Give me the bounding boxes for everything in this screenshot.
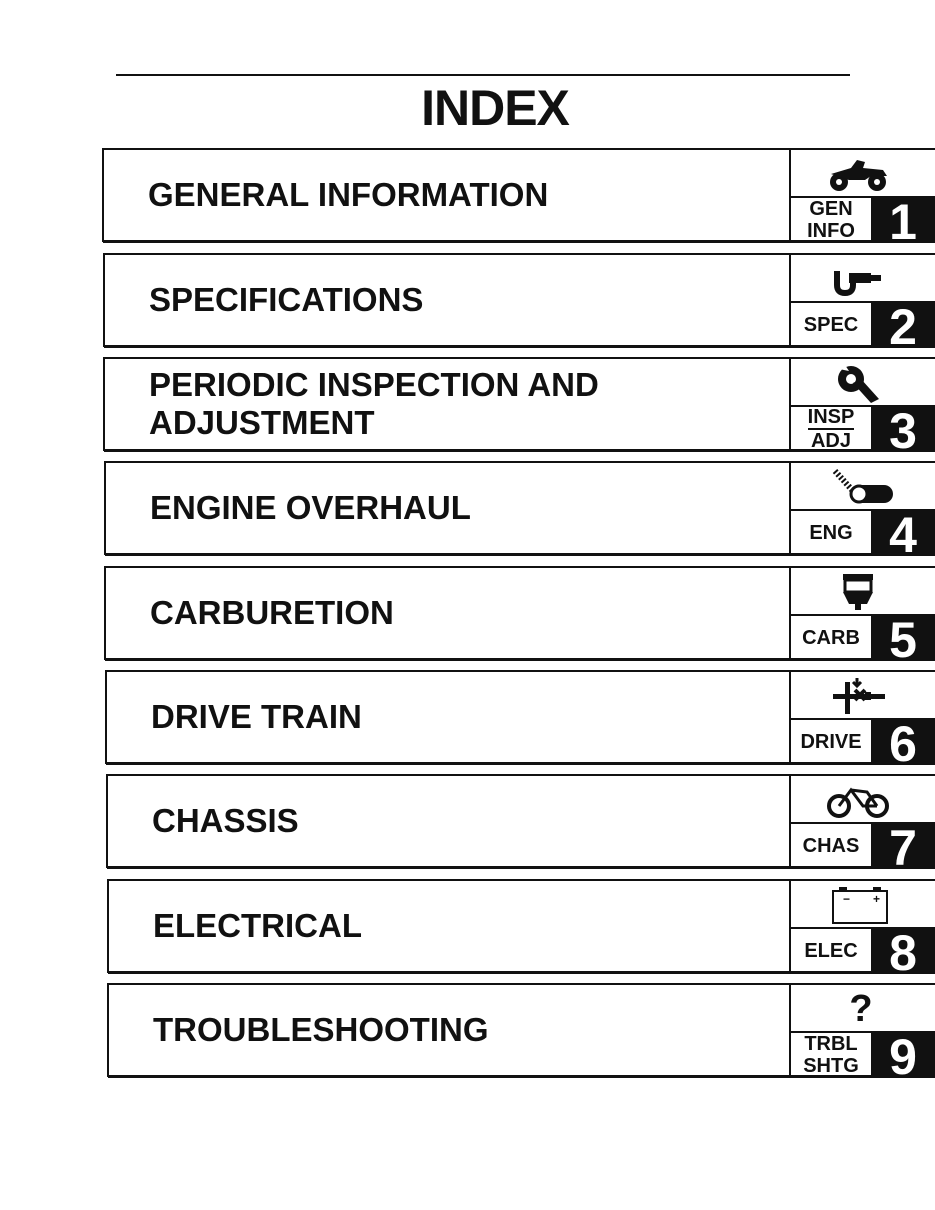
tab-number: 7 bbox=[871, 824, 935, 868]
drive-shaft-icon bbox=[821, 676, 901, 716]
tab-code-line: SPEC bbox=[803, 314, 859, 336]
index-entry-electrical[interactable] bbox=[107, 879, 935, 981]
section-tab[interactable] bbox=[789, 253, 935, 355]
index-entry-periodic-inspection[interactable] bbox=[103, 357, 935, 459]
tab-code-line: ENG bbox=[809, 522, 853, 544]
chassis-atv-icon bbox=[821, 780, 901, 820]
tab-code-line: INSP bbox=[807, 406, 855, 428]
tab-code-line: INFO bbox=[807, 220, 855, 242]
entry-label bbox=[150, 568, 780, 658]
index-entry-specifications[interactable] bbox=[103, 253, 935, 355]
entry-label bbox=[150, 463, 780, 553]
tab-number: 5 bbox=[871, 616, 935, 660]
engine-icon bbox=[821, 467, 901, 507]
tab-lower bbox=[791, 507, 935, 563]
entry-label bbox=[153, 881, 783, 971]
entry-label-line: GENERAL INFORMATION bbox=[148, 176, 549, 213]
entry-label bbox=[149, 359, 779, 449]
tab-code bbox=[791, 511, 871, 555]
index-entry-general-information[interactable] bbox=[102, 148, 935, 250]
tab-number: 6 bbox=[871, 720, 935, 764]
entry-label-line: ELECTRICAL bbox=[153, 907, 362, 944]
section-tab[interactable] bbox=[789, 148, 935, 250]
tab-number: 9 bbox=[871, 1033, 935, 1077]
tab-number: 8 bbox=[871, 929, 935, 973]
battery-plus-sign: + bbox=[873, 892, 881, 906]
plug-wrench-icon bbox=[821, 259, 901, 299]
tab-lower bbox=[791, 299, 935, 355]
entry-label-line: CARBURETION bbox=[150, 594, 394, 631]
question-mark-icon bbox=[821, 989, 901, 1029]
tab-code bbox=[791, 407, 871, 451]
entry-label bbox=[149, 255, 779, 345]
tab-lower bbox=[791, 820, 935, 876]
index-entry-chassis[interactable] bbox=[106, 774, 935, 876]
carburetor-icon bbox=[821, 572, 901, 612]
entry-label-line: TROUBLESHOOTING bbox=[153, 1011, 489, 1048]
entry-label-line: CHASSIS bbox=[152, 802, 299, 839]
entry-label bbox=[152, 776, 782, 866]
section-tab[interactable] bbox=[789, 879, 935, 981]
tab-code bbox=[791, 616, 871, 660]
tab-lower bbox=[791, 194, 935, 250]
tab-lower bbox=[791, 403, 935, 459]
tab-number: 3 bbox=[871, 407, 935, 451]
tab-code-line: ELEC bbox=[804, 940, 858, 962]
tab-lower bbox=[791, 925, 935, 981]
entry-label bbox=[151, 672, 781, 762]
page-title: INDEX bbox=[421, 80, 569, 136]
tab-code bbox=[791, 198, 871, 242]
entry-label-line: ENGINE OVERHAUL bbox=[150, 489, 471, 526]
section-tab[interactable] bbox=[789, 774, 935, 876]
tab-code bbox=[791, 929, 871, 973]
index-entry-carburetion[interactable] bbox=[104, 566, 935, 668]
index-entry-drive-train[interactable] bbox=[105, 670, 935, 772]
entry-label-line: ADJUSTMENT bbox=[149, 404, 375, 441]
tab-code-line: SHTG bbox=[803, 1055, 859, 1077]
entry-label-line: DRIVE TRAIN bbox=[151, 698, 362, 735]
entry-label bbox=[153, 985, 783, 1075]
tab-code-line: TRBL bbox=[804, 1033, 858, 1055]
tab-code-line: CARB bbox=[802, 627, 860, 649]
index-entry-engine-overhaul[interactable] bbox=[104, 461, 935, 563]
entry-label bbox=[148, 150, 778, 240]
section-tab[interactable] bbox=[789, 983, 935, 1085]
battery-icon bbox=[821, 885, 901, 925]
tab-code-line: GEN bbox=[809, 198, 853, 220]
section-tab[interactable] bbox=[789, 461, 935, 563]
battery-minus-sign: − bbox=[843, 892, 851, 906]
tab-code bbox=[791, 1033, 871, 1077]
section-tab[interactable] bbox=[789, 566, 935, 668]
tab-code-line: DRIVE bbox=[800, 731, 862, 753]
question-glyph: ? bbox=[849, 988, 873, 1030]
atv-quad-icon bbox=[821, 154, 901, 194]
entry-label-line: PERIODIC INSPECTION AND bbox=[149, 366, 599, 403]
tab-number: 1 bbox=[871, 198, 935, 242]
tab-code bbox=[791, 824, 871, 868]
entry-label-line: SPECIFICATIONS bbox=[149, 281, 424, 318]
index-entry-troubleshooting[interactable] bbox=[107, 983, 935, 1085]
tab-lower bbox=[791, 716, 935, 772]
tab-number: 4 bbox=[871, 511, 935, 555]
tab-code-line: ADJ bbox=[810, 430, 851, 452]
tab-code bbox=[791, 720, 871, 764]
tab-code bbox=[791, 303, 871, 347]
section-tab[interactable] bbox=[789, 357, 935, 459]
tab-number: 2 bbox=[871, 303, 935, 347]
tab-lower bbox=[791, 1029, 935, 1085]
tab-code-line: CHAS bbox=[802, 835, 860, 857]
tab-lower bbox=[791, 612, 935, 668]
wrench-icon bbox=[821, 363, 901, 403]
section-tab[interactable] bbox=[789, 670, 935, 772]
